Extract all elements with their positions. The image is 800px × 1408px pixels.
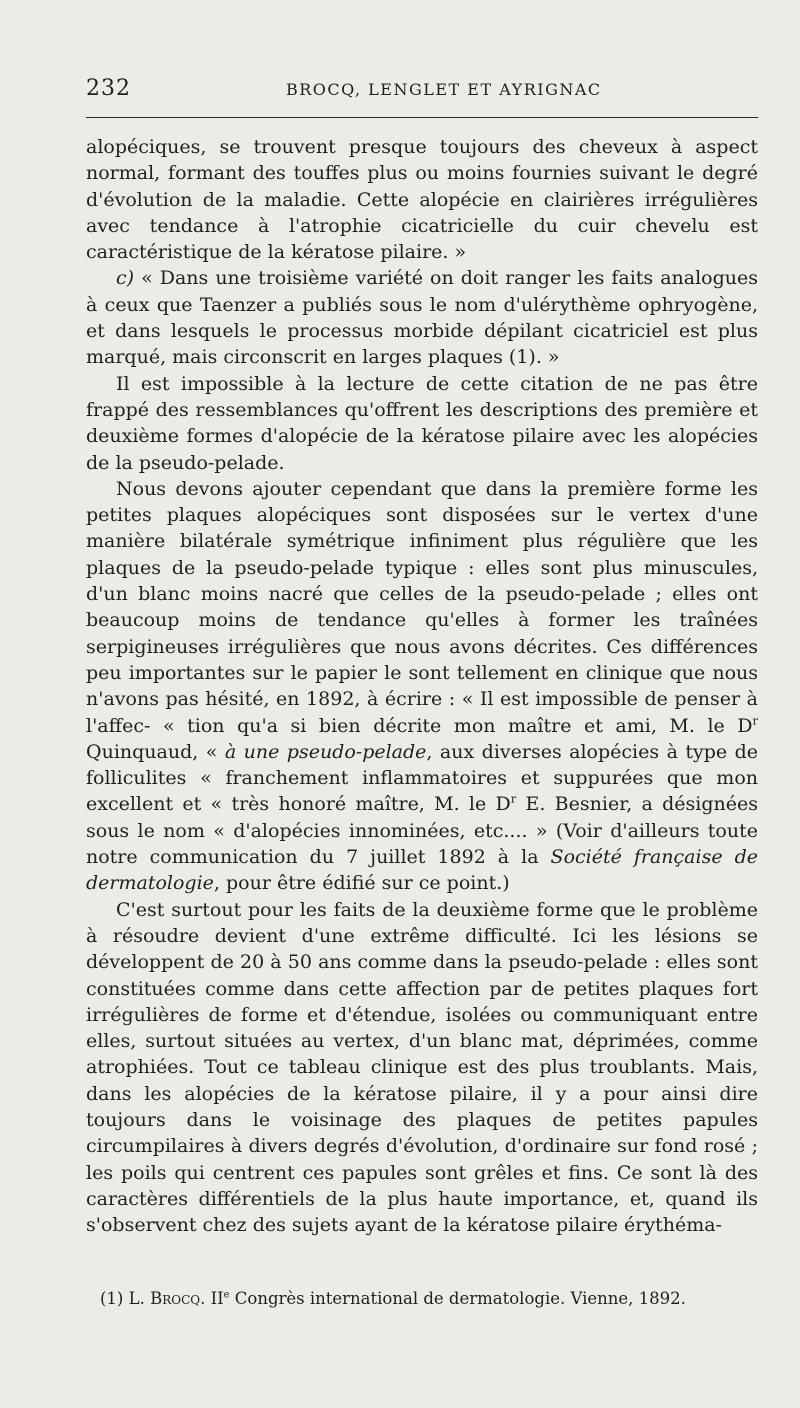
running-head: BROCQ, LENGLET ET AYRIGNAC [286, 80, 602, 99]
footnote-ordinal-sup: e [223, 1289, 230, 1301]
paragraph-5: C'est surtout pour les faits de la deuxième forme que le problème à résoudre devient d'une extrême difficulté. Ici les lésions se développent de 20 à 50 ans comme dans la pseudo-pelade : elles sont constituées comme dans cette affection par de petites plaques fort irrégulières de forme et d'étendue, isolées ou communiquant entre elles, surtout situées au vertex, d'un blanc mat, déprimées, comme atrophiées. Tout ce tableau clinique est des plus troublants. Mais, dans les alopécies de la kératose pilaire, il y a pour ainsi dire toujours dans le voisinage des plaques de petites papules circumpilaires à divers degrés d'évolution, d'ordinaire sur fond rosé ; les poils qui centrent ces papules sont grêles et fins. Ce sont là des caractères différentiels de la plus haute importance, et, quand ils s'observent chez des sujets ayant de la kératose pilaire érythéma- [86, 898, 758, 1237]
paragraph-4-text-d: E. Besnier, a désignées sous le nom « d'alopécies innominées, etc.... » (Voir d'ailleurs toute notre communication du 7 juillet 1892 à la [86, 793, 758, 869]
main-text [86, 134, 758, 1238]
header-rule [86, 117, 758, 118]
italic-pseudo-pelade: à une pseudo-pelade [224, 740, 427, 763]
paragraph-3: Il est impossible à la lecture de cette citation de ne pas être frappé des ressemblances qu'offrent les descriptions des première et deuxième formes d'alopécie de la kératose pilaire avec les alopécies de la pseudo-pelade. [86, 372, 758, 474]
list-label-c: c) [116, 267, 135, 290]
page-number: 232 [86, 76, 131, 101]
footnote-place-year: . Vienne, 1892. [560, 1289, 686, 1308]
page-header [86, 76, 758, 116]
footnote-sep: . [200, 1289, 211, 1308]
superscript-r-2: r [510, 792, 517, 807]
footnote-ordinal: II [210, 1289, 224, 1308]
paragraph-4-text-a: Nous devons ajouter cependant que dans la première forme les petites plaques alopéciques sont disposées sur le vertex d'une manière bilatérale symétrique infiniment plus régulière que les plaques de la pseudo-pelade typique : elles sont plus minuscules, d'un blanc moins nacré que celles de la pseudo-pelade ; elles ont beaucoup moins de tendance qu'elles à former les traînées serpigineuses irrégulières que nous avons décrites. Ces différences peu importantes sur le papier le sont tellement en clinique que nous n'avons pas hésité, en 1892, à écrire : « Il est impossible de penser à l'affec- « tion qu'a si bien décrite mon maître et ami, M. le D [86, 477, 758, 737]
paragraph-4-text-c: , aux diverses alopécies à type de folliculites « franchement inflammatoires et suppurées que mon excellent et « très honoré maître, M. le D [86, 740, 758, 816]
paragraph-4-text-b: Quinquaud, « [86, 740, 225, 763]
superscript-r: r [752, 713, 758, 728]
paragraph-4-text-e: , pour être édifié sur ce point.) [213, 872, 510, 895]
footnote [100, 1288, 760, 1310]
footnote-title: Congrès international de dermatologie [229, 1289, 560, 1308]
footnote-marker: (1) L. [100, 1289, 151, 1308]
italic-societe: Société française de dermatologie [86, 846, 758, 895]
paragraph-2-text: « Dans une troisième variété on doit ranger les faits analogues à ceux que Taenzer a publiés sous le nom d'ulérythème ophryogène, et dans lesquels le processus morbide dépilant cicatriciel est plus marqué, mais circonscrit en larges plaques (1). » [86, 267, 758, 369]
paragraph-4 [86, 476, 758, 897]
paragraph-1: alopéciques, se trouvent presque toujours des cheveux à aspect normal, formant des touffes plus ou moins fournies suivant le degré d'évolution de la maladie. Cette alopécie en clairières irrégulières avec tendance à l'atrophie cicatricielle du cuir chevelu est caractéristique de la kératose pilaire. » [86, 136, 758, 264]
footnote-author: Brocq [150, 1289, 201, 1308]
paragraph-2 [86, 265, 758, 370]
